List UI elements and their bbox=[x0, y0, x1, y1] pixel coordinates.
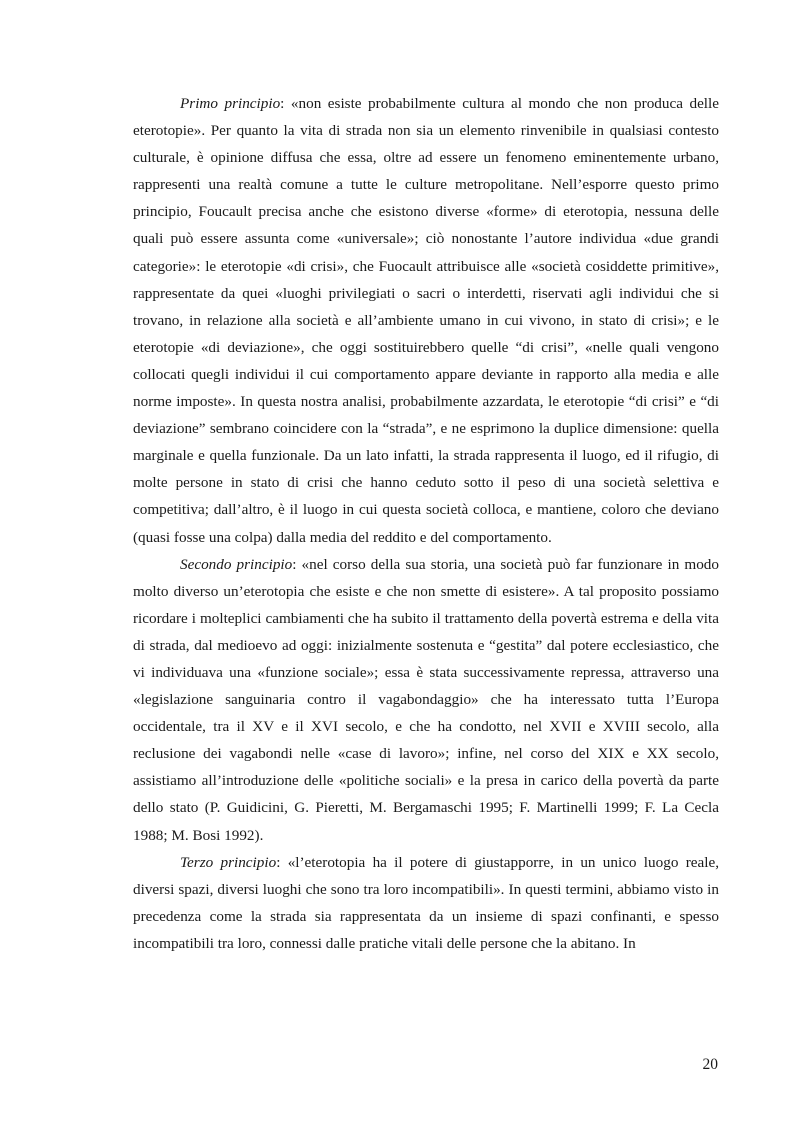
page-body bbox=[133, 90, 719, 957]
paragraph-lead: Secondo principio bbox=[180, 555, 293, 573]
paragraph-lead: Terzo principio bbox=[180, 853, 277, 871]
paragraph-terzo-principio bbox=[133, 849, 719, 957]
paragraph-primo-principio bbox=[133, 90, 719, 551]
paragraph-secondo-principio bbox=[133, 551, 719, 849]
paragraph-text: : «non esiste probabilmente cultura al mondo che non produca delle eterotopie». Per quanto la vita di strada non sia un elemento rinvenibile in qualsiasi contesto culturale, è opinione diffusa che essa, oltre ad essere un fenomeno eminentemente urbano, rappresenti una realtà comune a tutte le culture metropolitane. Nell’esporre questo primo principio, Foucault precisa anche che esistono diverse «forme» di eterotopia, nessuna delle quali può essere assunta come «universale»; ciò nonostante l’autore individua «due grandi categorie»: le eterotopie «di crisi», che Fuocault attribuisce alle «società cosiddette primitive», rappresentate da quei «luoghi privilegiati o sacri o interdetti, riservati agli individui che si trovano, in relazione alla società e all’ambiente umano in cui vivono, in stato di crisi»; e le eterotopie «di deviazione», che oggi sostituirebbero quelle “di crisi”, «nelle quali vengono collocati quegli individui il cui comportamento appare deviante in rapporto alla media e alle norme imposte». In questa nostra analisi, probabilmente azzardata, le eterotopie “di crisi” e “di deviazione” sembrano coincidere con la “strada”, e ne esprimono la duplice dimensione: quella marginale e quella funzionale. Da un lato infatti, la strada rappresenta il luogo, ed il rifugio, di molte persone in stato di crisi che hanno ceduto sotto il peso di una società selettiva e competitiva; dall’altro, è il luogo in cui questa società colloca, e mantiene, coloro che deviano (quasi fosse una colpa) dalla media del reddito e del comportamento. bbox=[133, 95, 719, 546]
paragraph-text: : «nel corso della sua storia, una società può far funzionare in modo molto diverso un’eterotopia che esiste e che non smette di esistere». A tal proposito possiamo ricordare i molteplici cambiamenti che ha subito il trattamento della povertà estrema e della vita di strada, dal medioevo ad oggi: inizialmente sostenuta e “gestita” dal potere ecclesiastico, che vi individuava una «funzione sociale»; essa è stata successivamente repressa, attraverso una «legislazione sanguinaria contro il vagabondaggio» che ha interessato tutta l’Europa occidentale, tra il XV e il XVI secolo, e che ha condotto, nel XVII e XVIII secolo, alla reclusione dei vagabondi nelle «case di lavoro»; infine, nel corso del XIX e XX secolo, assistiamo all’introduzione delle «politiche sociali» e la presa in carico della povertà da parte dello stato (P. Guidicini, G. Pieretti, M. Bergamaschi 1995; F. Martinelli 1999; F. La Cecla 1988; M. Bosi 1992). bbox=[133, 555, 719, 844]
paragraph-text: : «l’eterotopia ha il potere di giustapporre, in un unico luogo reale, diversi spazi, diversi luoghi che sono tra loro incompatibili». In questi termini, abbiamo visto in precedenza come la strada sia rappresentata da un insieme di spazi confinanti, e spesso incompatibili tra loro, connessi dalle pratiche vitali delle persone che la abitano. In bbox=[133, 853, 719, 952]
page-number: 20 bbox=[702, 1056, 718, 1073]
paragraph-lead: Primo principio bbox=[180, 95, 281, 112]
